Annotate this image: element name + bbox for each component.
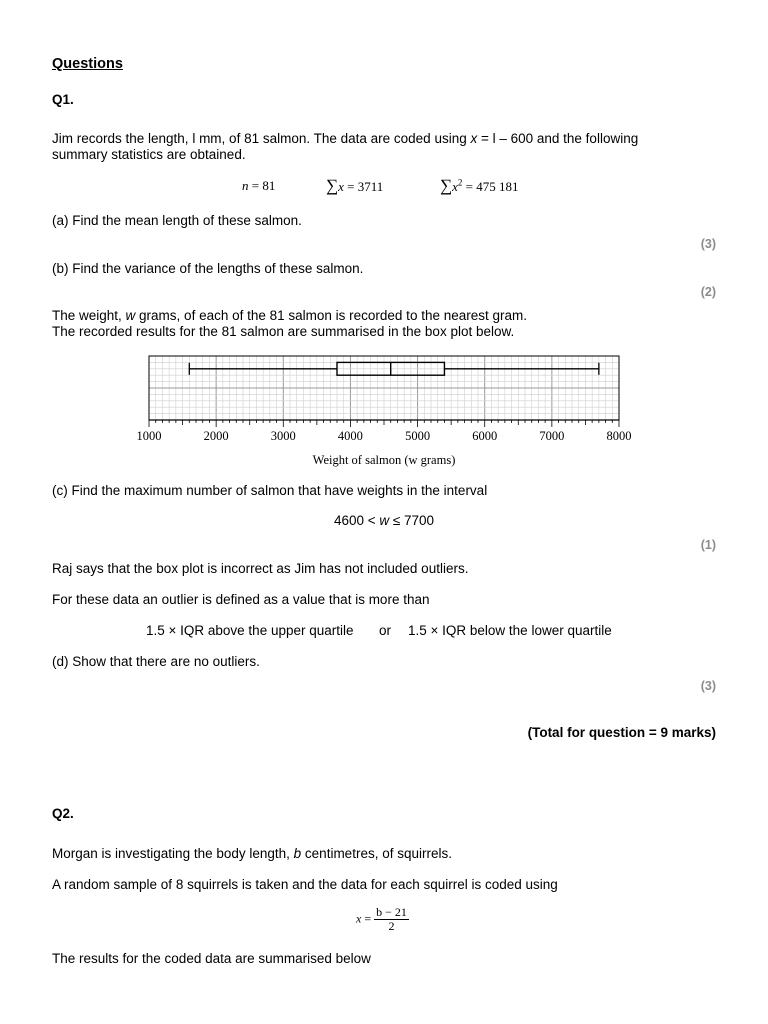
stat-sum-x-squared: $\sum x^2 = 475$ 181	[440, 176, 519, 195]
part-b-text: (b) Find the variance of the lengths of these salmon.	[52, 261, 364, 276]
x-tick-label: 4000	[337, 429, 363, 443]
part-a-text: (a) Find the mean length of these salmon.	[52, 213, 302, 228]
x-tick-label: 2000	[203, 429, 229, 443]
x-axis-label: Weight of salmon (w grams)	[312, 453, 456, 467]
q2-sample: A random sample of 8 squirrels is taken and the data for each squirrel is coded using	[52, 877, 558, 892]
stat-n: n = 81	[242, 178, 276, 193]
x-tick-label: 8000	[606, 429, 632, 443]
weight-line1: The weight, w grams, of each of the 81 salmon is recorded to the nearest gram.	[52, 308, 528, 323]
outlier-definition: For these data an outlier is defined as a value that is more than	[52, 592, 430, 607]
part-d-marks: (3)	[700, 679, 716, 693]
q2-intro: Morgan is investigating the body length, b centimetres, of squirrels.	[52, 846, 452, 861]
x-tick-label: 5000	[405, 429, 431, 443]
outlier-rule-lower: 1.5 × IQR below the lower quartile	[408, 623, 612, 638]
x-tick-label: 3000	[270, 429, 296, 443]
q1-intro-line1: Jim records the length, l mm, of 81 salmon. The data are coded using x = l – 600 and the following	[52, 131, 639, 146]
box-plot-tick-labels	[137, 429, 632, 443]
part-d-text: (d) Show that there are no outliers.	[52, 654, 260, 669]
part-c-text: (c) Find the maximum number of salmon that have weights in the interval	[52, 483, 488, 498]
raj-statement: Raj says that the box plot is incorrect as Jim has not included outliers.	[52, 561, 469, 576]
box-plot-grid	[149, 356, 619, 420]
part-c-marks: (1)	[700, 538, 716, 552]
x-tick-label: 1000	[136, 429, 162, 443]
box-plot-axis	[149, 420, 619, 427]
box-plot-chart	[130, 350, 650, 472]
part-b-marks: (2)	[700, 285, 716, 299]
page-heading: Questions	[52, 56, 123, 72]
x-tick-label: 7000	[539, 429, 565, 443]
q2-summary: The results for the coded data are summarised below	[52, 951, 371, 966]
coding-formula: x = $\frac{b - 21}{2}$	[356, 905, 407, 934]
weight-line2: The recorded results for the 81 salmon are summarised in the box plot below.	[52, 324, 515, 339]
outlier-rule-or: or	[379, 623, 392, 638]
x-tick-label: 6000	[472, 429, 498, 443]
stat-sum-x: ∑x = 3711	[326, 176, 384, 195]
outlier-rule-upper: 1.5 × IQR above the upper quartile	[146, 623, 354, 638]
interval-expression: 4600 < w ≤ 7700	[333, 513, 435, 528]
part-a-marks: (3)	[700, 237, 716, 251]
q1-intro-line2: summary statistics are obtained.	[52, 147, 246, 162]
q2-label: Q2.	[52, 806, 74, 821]
q1-total: (Total for question = 9 marks)	[527, 725, 716, 740]
q1-label: Q1.	[52, 92, 74, 107]
